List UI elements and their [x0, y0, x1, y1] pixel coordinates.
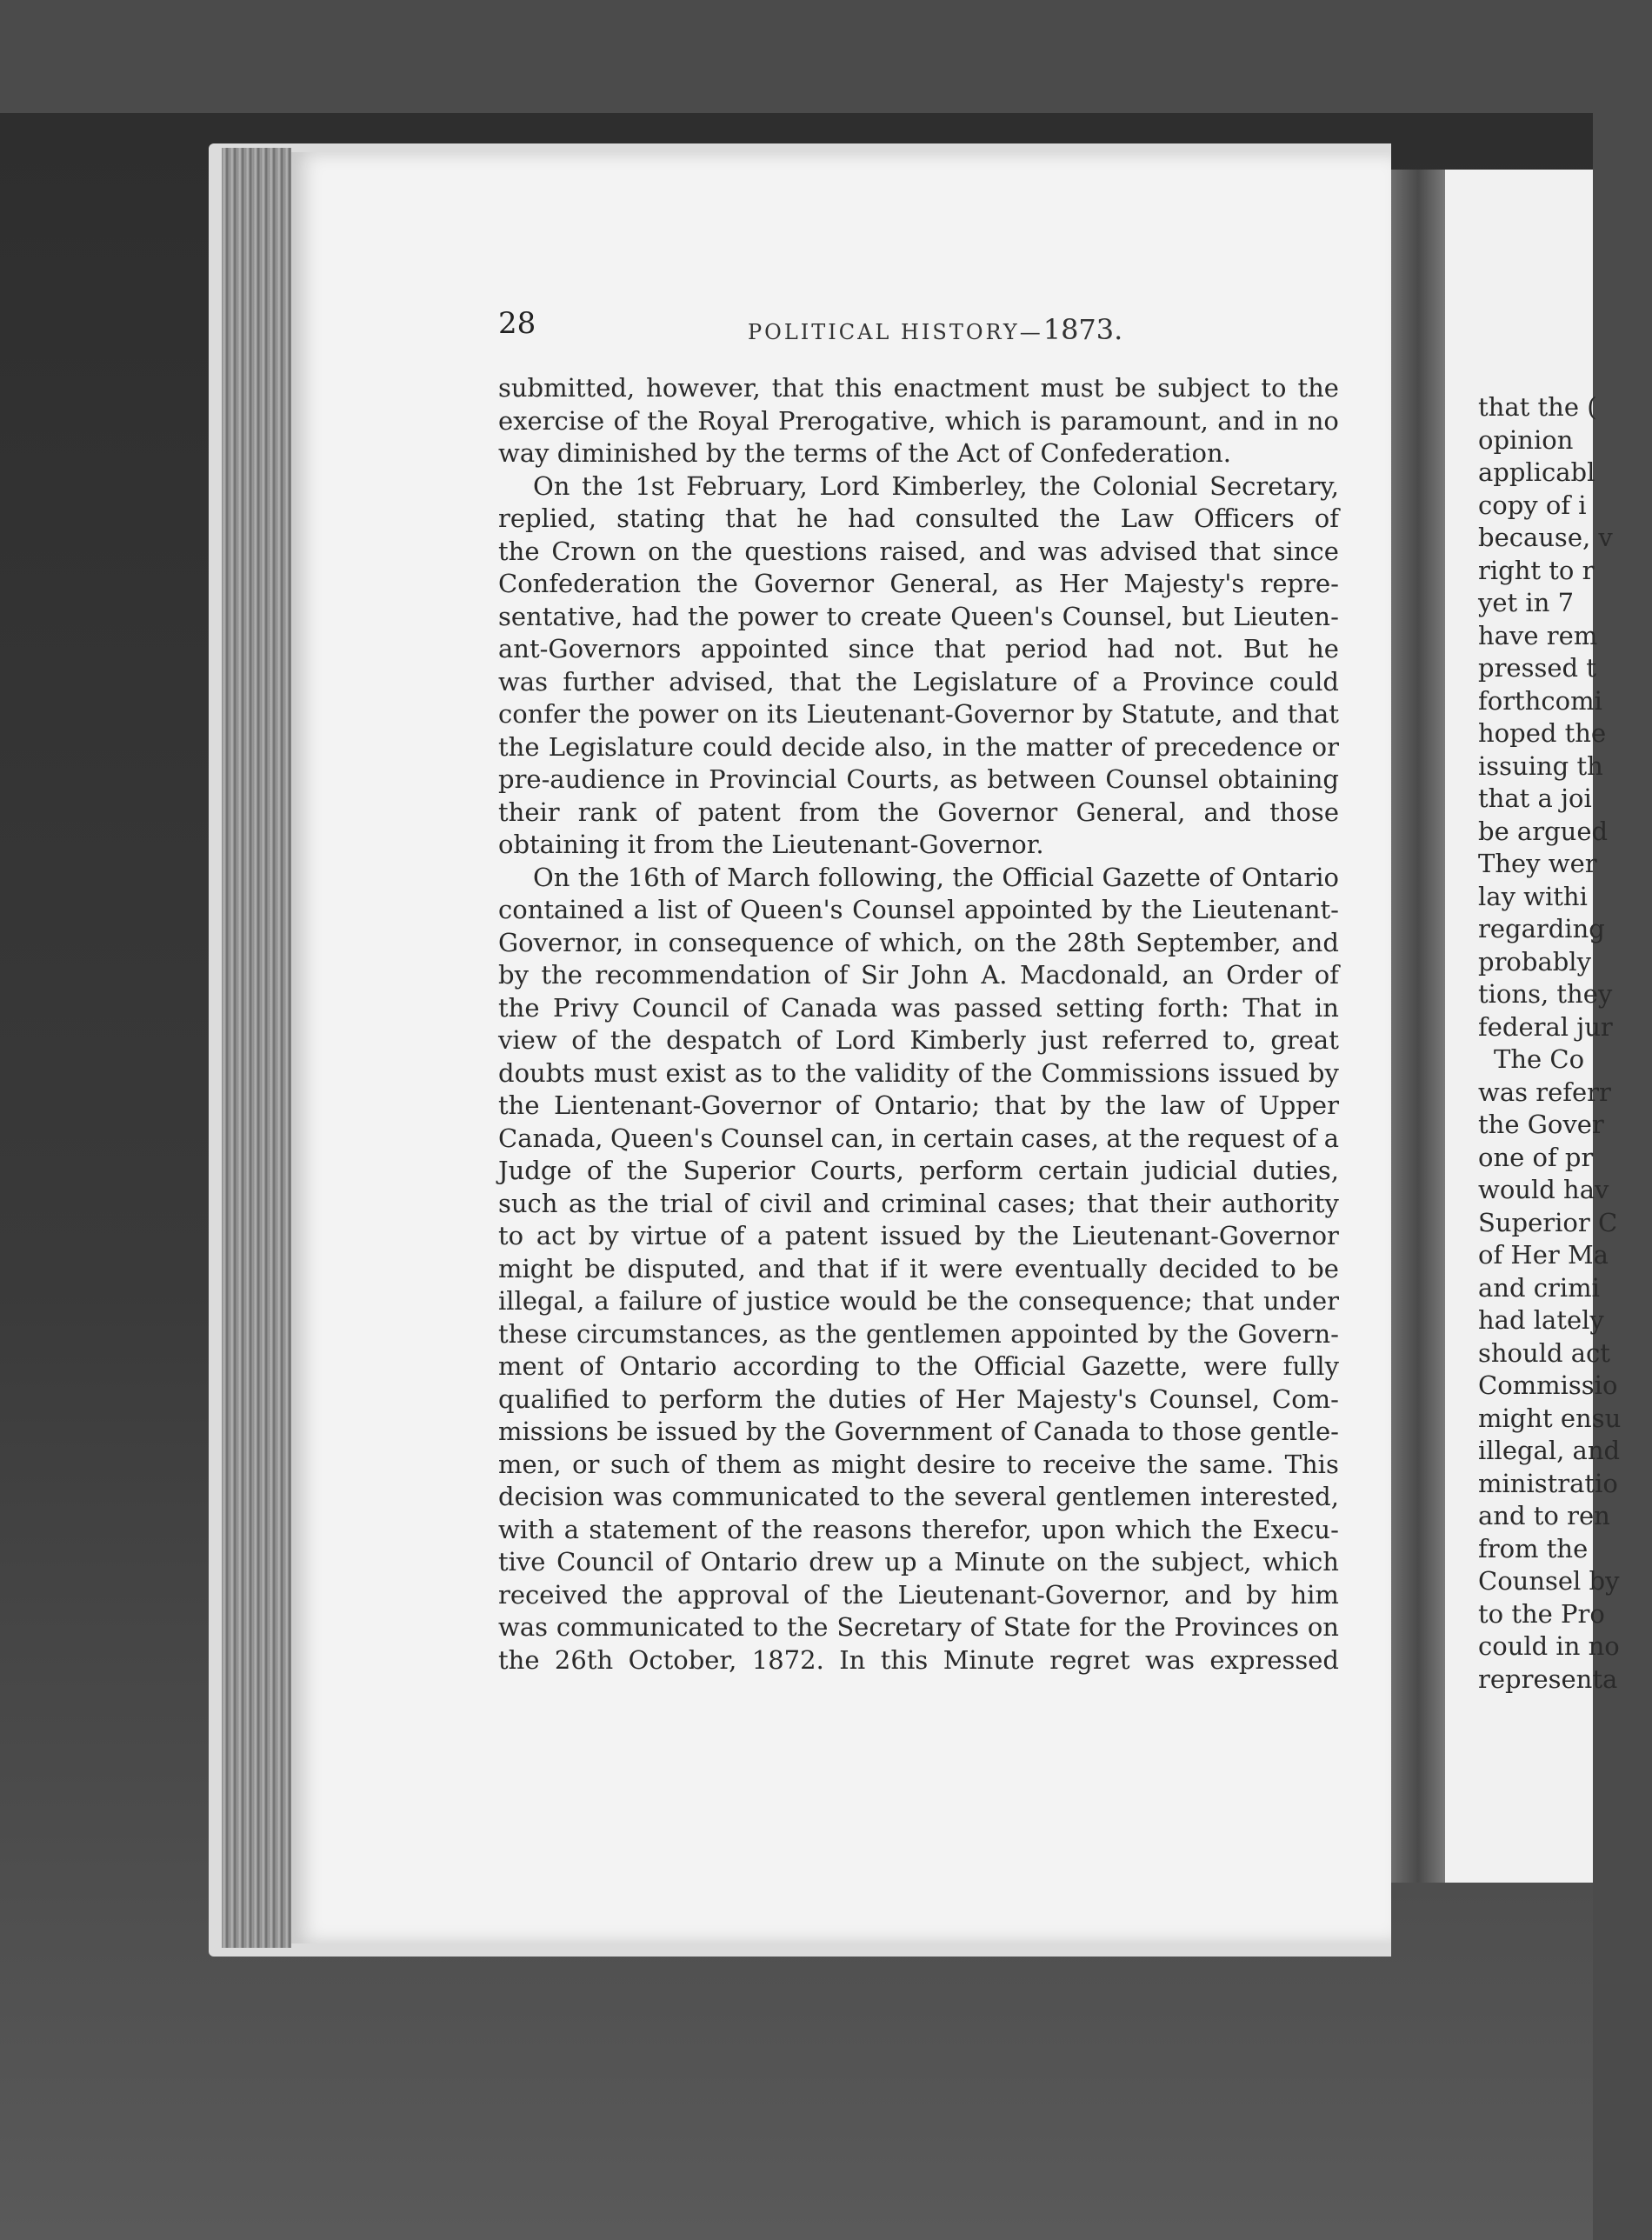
- text-line: illegal, and: [1478, 1436, 1621, 1465]
- text-line: copy of i: [1478, 490, 1587, 520]
- text-line: tions, they: [1478, 979, 1613, 1009]
- text-line: illegal, a failure of justice would be the consequence; that under: [498, 1286, 1339, 1316]
- text-line: Confederation the Governor General, as Her Majesty's repre-: [498, 569, 1339, 598]
- text-line: hoped the: [1478, 718, 1607, 748]
- text-line: by the recommendation of Sir John A. Macdonald, an Order of: [498, 960, 1339, 990]
- text-line: issuing th: [1478, 750, 1603, 781]
- text-line: The Co: [1494, 1044, 1585, 1074]
- text-line: the Privy Council of Canada was passed setting forth: That in: [498, 992, 1339, 1023]
- text-line: confer the power on its Lieutenant-Governor by Statute, and that: [498, 699, 1339, 729]
- text-line: and to ren: [1478, 1501, 1610, 1530]
- text-line: with a statement of the reasons therefor, upon which the Execu-: [498, 1514, 1339, 1544]
- text-line: On the 16th of March following, the Official Gazette of Ontario: [533, 862, 1339, 892]
- text-line: Superior C: [1478, 1207, 1618, 1237]
- text-line: to the Pro: [1478, 1598, 1605, 1629]
- text-line: contained a list of Queen's Counsel appointed by the Lieutenant-: [498, 895, 1339, 924]
- text-line: regarding: [1478, 914, 1605, 943]
- text-line: had lately: [1478, 1305, 1604, 1335]
- text-line: federal jur: [1478, 1011, 1613, 1042]
- book-gutter: [1391, 170, 1445, 1883]
- text-line: might ensu: [1478, 1403, 1622, 1433]
- text-line: probably: [1478, 946, 1591, 977]
- text-line: that a joi: [1478, 783, 1592, 813]
- text-line: such as the trial of civil and criminal cases; that their authority: [498, 1188, 1339, 1218]
- text-line: the Legislature could decide also, in the matter of precedence or: [498, 731, 1339, 762]
- running-head-year: 1873.: [1042, 313, 1123, 346]
- text-line: pressed t: [1478, 653, 1596, 683]
- page-edges: [222, 148, 291, 1948]
- text-line: way diminished by the terms of the Act of Confederation.: [498, 438, 1231, 468]
- text-line: submitted, however, that this enactment must be subject to the: [498, 373, 1339, 403]
- text-line: the Lientenant-Governor of Ontario; that by the law of Upper: [498, 1090, 1339, 1120]
- text-line: tive Council of Ontario drew up a Minute on the subject, which: [498, 1547, 1339, 1577]
- text-line: ment of Ontario according to the Official Gazette, were fully: [498, 1351, 1339, 1381]
- text-line: representa: [1478, 1663, 1618, 1694]
- text-line: They wer: [1478, 849, 1597, 878]
- text-line: that the (: [1478, 392, 1597, 422]
- text-line: these circumstances, as the gentlemen appointed by the Govern-: [498, 1318, 1339, 1349]
- text-line: should act: [1478, 1337, 1610, 1368]
- text-line: forthcomi: [1478, 685, 1602, 716]
- running-head-title: POLITICAL HISTORY—: [748, 320, 1043, 344]
- left-page-text: [498, 372, 1339, 1677]
- text-line: because, v: [1478, 523, 1613, 552]
- text-line: have rem: [1478, 620, 1598, 650]
- text-line: right to r: [1478, 555, 1595, 585]
- text-line: one of pr: [1478, 1142, 1594, 1172]
- text-line: exercise of the Royal Prerogative, which is paramount, and in no: [498, 405, 1339, 436]
- text-line: On the 1st February, Lord Kimberley, the Colonial Secretary,: [533, 470, 1339, 501]
- text-line: their rank of patent from the Governor General, and those: [498, 797, 1339, 827]
- page-number: 28: [498, 306, 536, 341]
- text-line: doubts must exist as to the validity of the Commissions issued by: [498, 1057, 1339, 1088]
- text-line: men, or such of them as might desire to receive the same. This: [498, 1449, 1339, 1479]
- text-line: pre-audience in Provincial Courts, as between Counsel obtaining: [498, 764, 1339, 794]
- text-line: be argued: [1478, 816, 1609, 846]
- text-line: lay withi: [1478, 881, 1588, 911]
- text-line: Counsel by: [1478, 1566, 1620, 1596]
- text-line: view of the despatch of Lord Kimberly just referred to, great: [498, 1025, 1339, 1055]
- text-line: qualified to perform the duties of Her Majesty's Counsel, Com-: [498, 1383, 1339, 1414]
- text-line: obtaining it from the Lieutenant-Governor.: [498, 830, 1044, 859]
- text-line: to act by virtue of a patent issued by the Lieutenant-Governor: [498, 1221, 1339, 1250]
- text-line: replied, stating that he had consulted the Law Officers of: [498, 503, 1339, 533]
- text-line: missions be issued by the Government of Canada to those gentle-: [498, 1417, 1339, 1446]
- text-line: yet in 7: [1478, 588, 1575, 617]
- text-line: the 26th October, 1872. In this Minute regret was expressed: [498, 1644, 1339, 1675]
- text-line: could in no: [1478, 1631, 1620, 1661]
- text-line: was referr: [1478, 1077, 1611, 1107]
- text-line: received the approval of the Lieutenant-Governor, and by him: [498, 1579, 1339, 1610]
- text-line: Commissio: [1478, 1370, 1618, 1400]
- text-line: the Gover: [1478, 1110, 1604, 1139]
- text-line: would hav: [1478, 1175, 1609, 1204]
- text-line: decision was communicated to the several gentlemen interested,: [498, 1482, 1339, 1511]
- right-page-text: [1478, 391, 1652, 1696]
- text-line: was further advised, that the Legislature of a Province could: [498, 666, 1339, 697]
- text-line: was communicated to the Secretary of State for the Provinces on: [498, 1612, 1339, 1642]
- text-line: ministratio: [1478, 1468, 1618, 1498]
- text-line: Judge of the Superior Courts, perform certain judicial duties,: [498, 1156, 1339, 1185]
- text-line: might be disputed, and that if it were eventually decided to be: [498, 1253, 1339, 1283]
- text-line: sentative, had the power to create Queen's Counsel, but Lieuten-: [498, 601, 1339, 631]
- text-line: Canada, Queen's Counsel can, in certain cases, at the request of a: [498, 1123, 1339, 1153]
- text-line: Governor, in consequence of which, on the 28th September, and: [498, 927, 1339, 957]
- text-line: the Crown on the questions raised, and was advised that since: [498, 536, 1339, 566]
- text-line: from the: [1478, 1533, 1589, 1563]
- text-line: opinion: [1478, 424, 1574, 455]
- text-line: and crimi: [1478, 1272, 1600, 1303]
- running-head: [748, 313, 1122, 346]
- text-line: ant-Governors appointed since that period had not. But he: [498, 634, 1339, 663]
- text-line: applicabl: [1478, 457, 1595, 487]
- text-line: of Her Ma: [1478, 1240, 1609, 1270]
